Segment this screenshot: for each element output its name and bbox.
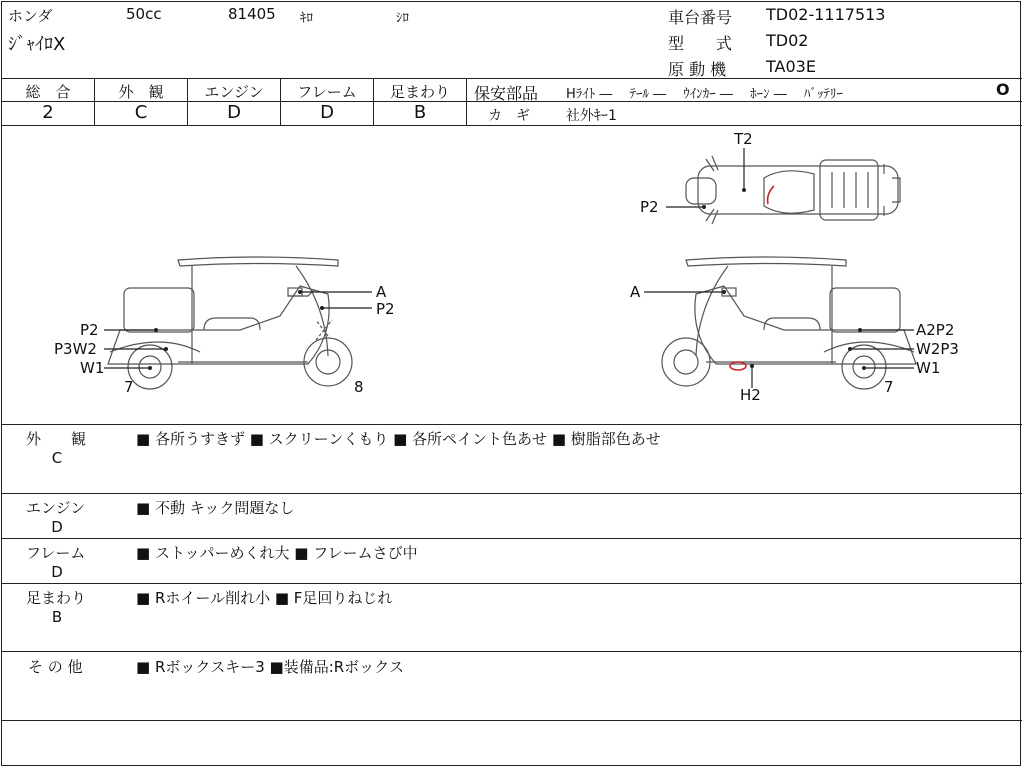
section-grade-frame: D bbox=[51, 563, 63, 581]
label-right-h2: H2 bbox=[740, 386, 761, 404]
mileage-unit: ｷﾛ bbox=[300, 11, 313, 26]
label-right-a: A bbox=[630, 283, 641, 301]
rule bbox=[2, 720, 1022, 721]
label-left-p2-rear: P2 bbox=[80, 321, 99, 339]
label-left-p3w2: P3W2 bbox=[54, 340, 97, 358]
safety-items: Hﾗｲﾄ ― ﾃｰﾙ ― ｳｲﾝｶｰ ― ﾎｰﾝ ― ﾊﾞｯﾃﾘｰ bbox=[566, 87, 843, 102]
rule bbox=[2, 651, 1022, 652]
exterior-label: 外 観 bbox=[118, 83, 164, 101]
section-label-other: そ の 他 bbox=[28, 658, 83, 676]
right-view-scooter bbox=[662, 257, 916, 389]
type-value: TD02 bbox=[766, 31, 809, 50]
label-left-p2-front: P2 bbox=[376, 300, 395, 318]
safety-label: 保安部品 bbox=[474, 84, 539, 103]
key-label: カ ギ bbox=[488, 108, 530, 124]
damage-mark-right-h2 bbox=[730, 362, 746, 370]
suspension-value: B bbox=[413, 102, 427, 123]
type-label: 型 式 bbox=[668, 34, 733, 53]
section-grade-exterior: C bbox=[51, 449, 63, 467]
mileage: 81405 bbox=[228, 5, 276, 23]
frame-label: フレーム bbox=[297, 83, 357, 101]
color: ｼﾛ bbox=[396, 11, 409, 26]
maker: ホンダ bbox=[8, 7, 53, 25]
section-text-other: ■ Rボックスキー3 ■装備品:Rボックス bbox=[136, 658, 405, 676]
label-left-wheel-front: 8 bbox=[354, 378, 364, 396]
battery-mark: O bbox=[996, 80, 1010, 99]
section-label-suspension: 足まわり bbox=[26, 589, 87, 607]
section-grade-suspension: B bbox=[51, 608, 63, 626]
rule bbox=[466, 78, 467, 125]
label-left-wheel-rear: 7 bbox=[124, 378, 134, 396]
section-label-engine: エンジン bbox=[26, 499, 86, 517]
section-text-engine: ■ 不動 キック問題なし bbox=[136, 499, 295, 517]
engine-label: エンジン bbox=[204, 83, 264, 101]
rule bbox=[2, 424, 1022, 425]
section-grade-engine: D bbox=[51, 518, 63, 536]
label-right-w1: W1 bbox=[916, 359, 941, 377]
overall-label: 総 合 bbox=[25, 83, 71, 101]
engine-value: D bbox=[227, 102, 241, 123]
section-text-frame: ■ ストッパーめくれ大 ■ フレームさび中 bbox=[136, 544, 418, 562]
rule bbox=[2, 583, 1022, 584]
left-view-scooter bbox=[108, 257, 352, 389]
frame-number-label: 車台番号 bbox=[668, 8, 733, 27]
engine-model-label: 原 動 機 bbox=[668, 60, 727, 79]
overall-value: 2 bbox=[42, 102, 54, 123]
label-top-t2: T2 bbox=[734, 130, 753, 148]
key-value: 社外ｷｰ1 bbox=[566, 108, 617, 124]
label-right-w2p3: W2P3 bbox=[916, 340, 959, 358]
label-right-a2p2: A2P2 bbox=[916, 321, 955, 339]
exterior-value: C bbox=[134, 102, 148, 123]
model-name: ｼﾞｬｲﾛX bbox=[8, 34, 66, 55]
section-label-exterior: 外 観 bbox=[26, 430, 87, 448]
suspension-label: 足まわり bbox=[389, 83, 450, 101]
displacement: 50cc bbox=[126, 5, 162, 23]
frame-number: TD02-1117513 bbox=[766, 5, 886, 24]
rule bbox=[2, 538, 1022, 539]
top-view-scooter bbox=[686, 156, 900, 224]
engine-model-value: TA03E bbox=[766, 57, 816, 76]
rule bbox=[2, 493, 1022, 494]
label-left-w1: W1 bbox=[80, 359, 105, 377]
section-label-frame: フレーム bbox=[26, 544, 86, 562]
label-right-wheel-rear: 7 bbox=[884, 378, 894, 396]
rule bbox=[2, 78, 1022, 79]
frame-value: D bbox=[320, 102, 334, 123]
label-top-p2: P2 bbox=[640, 198, 659, 216]
label-left-a: A bbox=[376, 283, 387, 301]
section-text-suspension: ■ Rホイール削れ小 ■ F足回りねじれ bbox=[136, 589, 393, 607]
damage-diagram bbox=[0, 126, 1024, 424]
damage-mark-top bbox=[768, 186, 774, 204]
section-text-exterior: ■ 各所うすきず ■ スクリーンくもり ■ 各所ペイント色あせ ■ 樹脂部色あせ bbox=[136, 430, 661, 448]
